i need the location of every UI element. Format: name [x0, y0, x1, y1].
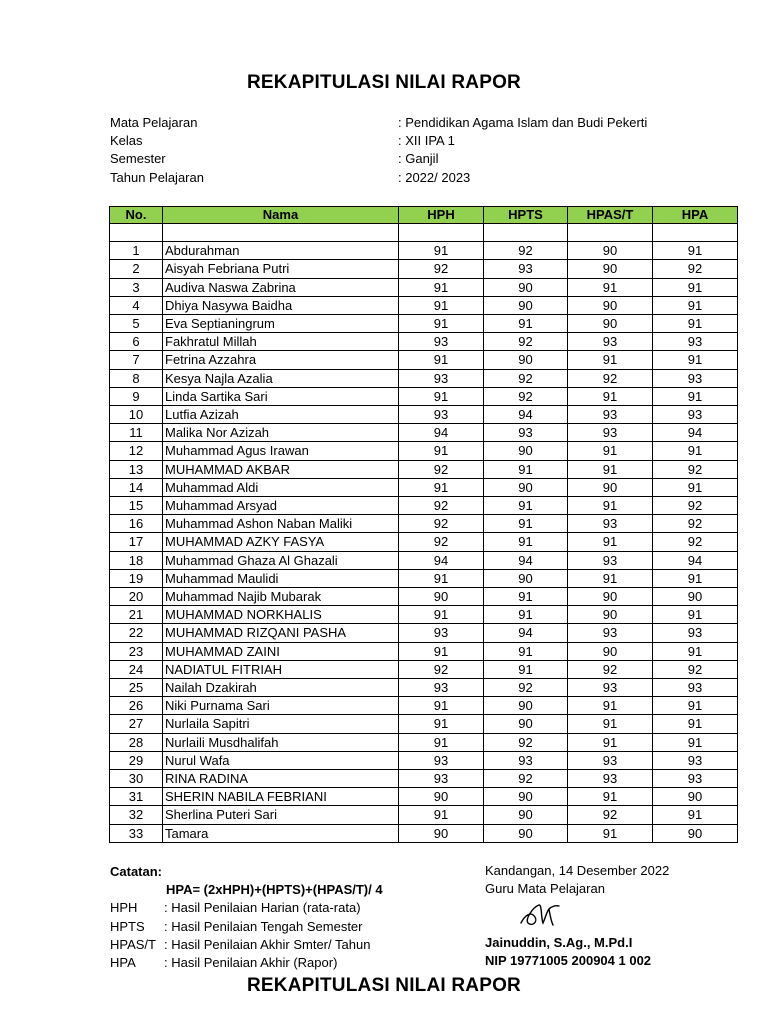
notes-desc: : Hasil Penilaian Akhir (Rapor) — [164, 954, 338, 970]
empty-cell — [110, 224, 163, 242]
cell-hpa: 90 — [653, 588, 738, 606]
grades-table — [109, 206, 738, 843]
cell-hpast: 93 — [568, 406, 653, 424]
cell-hpa: 91 — [653, 242, 738, 260]
cell-hpts: 91 — [484, 533, 568, 551]
notes-block — [110, 863, 383, 972]
notes-abbr: HPTS — [110, 918, 145, 934]
table-row — [110, 606, 738, 624]
cell-hpa: 93 — [653, 751, 738, 769]
cell-hpts: 93 — [484, 260, 568, 278]
notes-heading: Catatan: — [110, 864, 163, 879]
empty-cell — [399, 224, 484, 242]
info-row-class — [110, 132, 647, 150]
cell-nama: Nailah Dzakirah — [163, 679, 399, 697]
cell-hpa: 92 — [653, 497, 738, 515]
cell-no: 16 — [110, 515, 163, 533]
cell-hpast: 91 — [568, 824, 653, 842]
cell-hpts: 90 — [484, 442, 568, 460]
cell-no: 2 — [110, 260, 163, 278]
cell-hph: 90 — [399, 824, 484, 842]
notes-item — [110, 954, 383, 972]
notes-desc: : Hasil Penilaian Akhir Smter/ Tahun — [164, 936, 371, 952]
info-row-year — [110, 169, 647, 187]
cell-hph: 91 — [399, 733, 484, 751]
cell-no: 21 — [110, 606, 163, 624]
page-title-repeat: REKAPITULASI NILAI RAPOR — [247, 975, 521, 996]
cell-hpts: 92 — [484, 679, 568, 697]
table-row — [110, 460, 738, 478]
cell-no: 19 — [110, 569, 163, 587]
table-row — [110, 588, 738, 606]
cell-hpts: 92 — [484, 369, 568, 387]
cell-hpa: 94 — [653, 424, 738, 442]
table-row — [110, 387, 738, 405]
cell-nama: Linda Sartika Sari — [163, 387, 399, 405]
header-no: No. — [110, 207, 163, 224]
cell-hpts: 90 — [484, 278, 568, 296]
cell-no: 29 — [110, 751, 163, 769]
cell-hpast: 92 — [568, 806, 653, 824]
cell-hph: 90 — [399, 588, 484, 606]
notes-abbr: HPH — [110, 900, 138, 916]
cell-nama: Muhammad Najib Mubarak — [163, 588, 399, 606]
cell-no: 17 — [110, 533, 163, 551]
header-hpts: HPTS — [484, 207, 568, 224]
cell-no: 26 — [110, 697, 163, 715]
table-row — [110, 442, 738, 460]
table-row — [110, 733, 738, 751]
cell-hpa: 91 — [653, 478, 738, 496]
signature-block — [485, 862, 669, 898]
cell-hpast: 90 — [568, 478, 653, 496]
cell-hph: 90 — [399, 788, 484, 806]
table-row — [110, 478, 738, 496]
cell-no: 10 — [110, 406, 163, 424]
cell-hpa: 90 — [653, 788, 738, 806]
cell-hpts: 91 — [484, 606, 568, 624]
cell-hpast: 91 — [568, 387, 653, 405]
header-hph: HPH — [399, 207, 484, 224]
cell-hpa: 94 — [653, 551, 738, 569]
cell-hph: 92 — [399, 260, 484, 278]
table-row — [110, 806, 738, 824]
cell-hpast: 90 — [568, 588, 653, 606]
cell-hpts: 92 — [484, 387, 568, 405]
cell-no: 31 — [110, 788, 163, 806]
cell-hpa: 91 — [653, 733, 738, 751]
cell-hpa: 91 — [653, 606, 738, 624]
cell-nama: Nurul Wafa — [163, 751, 399, 769]
cell-nama: Niki Purnama Sari — [163, 697, 399, 715]
cell-hpast: 90 — [568, 315, 653, 333]
table-row — [110, 824, 738, 842]
signer-block — [485, 934, 651, 970]
signer-role: Guru Mata Pelajaran — [485, 881, 605, 897]
cell-nama: Fakhratul Millah — [163, 333, 399, 351]
cell-hpa: 91 — [653, 806, 738, 824]
cell-hph: 91 — [399, 606, 484, 624]
notes-abbr: HPA — [110, 954, 136, 970]
info-label: Kelas — [110, 133, 143, 149]
cell-nama: MUHAMMAD RIZQANI PASHA — [163, 624, 399, 642]
cell-no: 25 — [110, 679, 163, 697]
cell-hpts: 92 — [484, 333, 568, 351]
cell-no: 23 — [110, 642, 163, 660]
info-value: : Ganjil — [398, 151, 439, 167]
cell-no: 6 — [110, 333, 163, 351]
cell-no: 33 — [110, 824, 163, 842]
info-value: : 2022/ 2023 — [398, 169, 471, 185]
cell-hpts: 91 — [484, 460, 568, 478]
table-row — [110, 424, 738, 442]
cell-hpa: 91 — [653, 715, 738, 733]
cell-hph: 91 — [399, 569, 484, 587]
cell-nama: Aisyah Febriana Putri — [163, 260, 399, 278]
table-row — [110, 697, 738, 715]
table-row — [110, 333, 738, 351]
cell-hpts: 90 — [484, 478, 568, 496]
table-row — [110, 533, 738, 551]
table-header-row — [110, 207, 738, 224]
cell-hpast: 92 — [568, 660, 653, 678]
cell-no: 14 — [110, 478, 163, 496]
cell-hpa: 90 — [653, 824, 738, 842]
info-row-subject — [110, 114, 647, 132]
cell-hpa: 91 — [653, 351, 738, 369]
cell-nama: NADIATUL FITRIAH — [163, 660, 399, 678]
cell-nama: MUHAMMAD ZAINI — [163, 642, 399, 660]
cell-no: 22 — [110, 624, 163, 642]
cell-hpast: 93 — [568, 770, 653, 788]
cell-hpa: 93 — [653, 770, 738, 788]
cell-no: 4 — [110, 296, 163, 314]
cell-hph: 91 — [399, 715, 484, 733]
cell-no: 28 — [110, 733, 163, 751]
cell-no: 7 — [110, 351, 163, 369]
cell-nama: Nurlaila Sapitri — [163, 715, 399, 733]
cell-hpa: 93 — [653, 624, 738, 642]
table-row — [110, 551, 738, 569]
cell-hpa: 91 — [653, 697, 738, 715]
cell-hpast: 90 — [568, 296, 653, 314]
cell-nama: Nurlaili Musdhalifah — [163, 733, 399, 751]
info-value: : Pendidikan Agama Islam dan Budi Pekerti — [398, 115, 648, 130]
cell-nama: Tamara — [163, 824, 399, 842]
cell-hpa: 93 — [653, 679, 738, 697]
cell-no: 20 — [110, 588, 163, 606]
cell-hpts: 94 — [484, 406, 568, 424]
cell-hpts: 94 — [484, 551, 568, 569]
table-row — [110, 770, 738, 788]
cell-hpast: 91 — [568, 697, 653, 715]
cell-hpast: 91 — [568, 569, 653, 587]
cell-hph: 93 — [399, 333, 484, 351]
cell-hpast: 92 — [568, 369, 653, 387]
cell-no: 30 — [110, 770, 163, 788]
empty-cell — [484, 224, 568, 242]
table-row — [110, 624, 738, 642]
cell-nama: RINA RADINA — [163, 770, 399, 788]
table-row — [110, 315, 738, 333]
cell-hpast: 93 — [568, 515, 653, 533]
cell-hph: 91 — [399, 315, 484, 333]
cell-hpts: 90 — [484, 351, 568, 369]
cell-hpts: 90 — [484, 296, 568, 314]
cell-hpast: 91 — [568, 788, 653, 806]
table-row — [110, 242, 738, 260]
table-row — [110, 660, 738, 678]
cell-hpa: 91 — [653, 296, 738, 314]
notes-abbr: HPAS/T — [110, 936, 156, 952]
cell-no: 18 — [110, 551, 163, 569]
cell-no: 15 — [110, 497, 163, 515]
cell-hpts: 91 — [484, 660, 568, 678]
cell-hpts: 92 — [484, 733, 568, 751]
cell-nama: Sherlina Puteri Sari — [163, 806, 399, 824]
header-nama: Nama — [163, 207, 399, 224]
cell-hpast: 90 — [568, 606, 653, 624]
cell-hph: 91 — [399, 387, 484, 405]
cell-hpts: 91 — [484, 497, 568, 515]
cell-hph: 92 — [399, 660, 484, 678]
cell-hpa: 93 — [653, 406, 738, 424]
info-value: : XII IPA 1 — [398, 133, 455, 149]
cell-hpast: 91 — [568, 351, 653, 369]
cell-hph: 93 — [399, 679, 484, 697]
cell-hpa: 92 — [653, 533, 738, 551]
cell-hph: 91 — [399, 442, 484, 460]
cell-hpts: 91 — [484, 315, 568, 333]
cell-hpast: 91 — [568, 533, 653, 551]
cell-hph: 92 — [399, 497, 484, 515]
cell-hph: 91 — [399, 478, 484, 496]
cell-hpast: 91 — [568, 460, 653, 478]
notes-desc: : Hasil Penilaian Tengah Semester — [164, 918, 363, 934]
cell-nama: Muhammad Aldi — [163, 478, 399, 496]
cell-hph: 91 — [399, 296, 484, 314]
notes-item — [110, 899, 383, 917]
cell-nama: Kesya Najla Azalia — [163, 369, 399, 387]
header-hpast: HPAS/T — [568, 207, 653, 224]
cell-no: 11 — [110, 424, 163, 442]
cell-hpast: 90 — [568, 260, 653, 278]
cell-hpts: 91 — [484, 515, 568, 533]
info-row-semester — [110, 150, 647, 168]
empty-cell — [163, 224, 399, 242]
table-row — [110, 515, 738, 533]
cell-nama: Eva Septianingrum — [163, 315, 399, 333]
cell-nama: MUHAMMAD AKBAR — [163, 460, 399, 478]
cell-hpast: 93 — [568, 751, 653, 769]
cell-hpts: 91 — [484, 642, 568, 660]
cell-nama: Fetrina Azzahra — [163, 351, 399, 369]
cell-hph: 92 — [399, 515, 484, 533]
cell-hpast: 93 — [568, 333, 653, 351]
table-row — [110, 406, 738, 424]
cell-hph: 92 — [399, 460, 484, 478]
table-row — [110, 497, 738, 515]
cell-hph: 91 — [399, 806, 484, 824]
cell-hpts: 94 — [484, 624, 568, 642]
cell-hph: 94 — [399, 551, 484, 569]
cell-no: 24 — [110, 660, 163, 678]
cell-nama: Muhammad Ashon Naban Maliki — [163, 515, 399, 533]
cell-hph: 93 — [399, 624, 484, 642]
notes-desc: : Hasil Penilaian Harian (rata-rata) — [164, 900, 361, 916]
table-row — [110, 260, 738, 278]
cell-hpast: 91 — [568, 442, 653, 460]
table-row — [110, 642, 738, 660]
cell-hph: 93 — [399, 770, 484, 788]
cell-hpts: 90 — [484, 715, 568, 733]
cell-no: 9 — [110, 387, 163, 405]
cell-hph: 91 — [399, 697, 484, 715]
cell-hpast: 91 — [568, 715, 653, 733]
cell-hpast: 90 — [568, 242, 653, 260]
cell-hpa: 92 — [653, 460, 738, 478]
table-row — [110, 569, 738, 587]
table-row — [110, 715, 738, 733]
cell-hpast: 91 — [568, 497, 653, 515]
table-spacer-row — [110, 224, 738, 242]
cell-no: 5 — [110, 315, 163, 333]
cell-hpts: 93 — [484, 751, 568, 769]
cell-hpast: 93 — [568, 424, 653, 442]
cell-hpa: 91 — [653, 278, 738, 296]
cell-hpa: 91 — [653, 569, 738, 587]
cell-hpts: 90 — [484, 697, 568, 715]
cell-no: 8 — [110, 369, 163, 387]
cell-nama: MUHAMMAD AZKY FASYA — [163, 533, 399, 551]
cell-hpa: 91 — [653, 442, 738, 460]
notes-item — [110, 918, 383, 936]
cell-no: 27 — [110, 715, 163, 733]
cell-hpts: 93 — [484, 424, 568, 442]
cell-hpa: 92 — [653, 660, 738, 678]
cell-hpts: 90 — [484, 569, 568, 587]
cell-hpa: 91 — [653, 387, 738, 405]
cell-hph: 93 — [399, 751, 484, 769]
cell-nama: Audiva Naswa Zabrina — [163, 278, 399, 296]
table-row — [110, 278, 738, 296]
cell-hph: 91 — [399, 642, 484, 660]
cell-no: 13 — [110, 460, 163, 478]
cell-hpts: 90 — [484, 824, 568, 842]
cell-hpast: 90 — [568, 642, 653, 660]
cell-nama: Lutfia Azizah — [163, 406, 399, 424]
cell-nama: Abdurahman — [163, 242, 399, 260]
cell-nama: Muhammad Arsyad — [163, 497, 399, 515]
cell-hph: 93 — [399, 369, 484, 387]
table-row — [110, 296, 738, 314]
cell-hpast: 93 — [568, 551, 653, 569]
cell-hpa: 92 — [653, 260, 738, 278]
table-row — [110, 679, 738, 697]
cell-hpts: 92 — [484, 242, 568, 260]
signer-name: Jainuddin, S.Ag., M.Pd.I — [485, 935, 633, 950]
signer-nip: NIP 19771005 200904 1 002 — [485, 953, 652, 969]
info-label: Semester — [110, 151, 166, 167]
info-block — [110, 114, 647, 187]
cell-hpast: 93 — [568, 679, 653, 697]
cell-hph: 92 — [399, 533, 484, 551]
cell-hpa: 93 — [653, 333, 738, 351]
table-row — [110, 351, 738, 369]
cell-hpast: 91 — [568, 733, 653, 751]
place-date: Kandangan, 14 Desember 2022 — [485, 863, 670, 878]
notes-formula: HPA= (2xHPH)+(HPTS)+(HPAS/T)/ 4 — [166, 882, 383, 898]
empty-cell — [653, 224, 738, 242]
cell-no: 12 — [110, 442, 163, 460]
header-hpa: HPA — [653, 207, 738, 224]
cell-hph: 91 — [399, 242, 484, 260]
info-label: Mata Pelajaran — [110, 115, 198, 130]
cell-hpa: 92 — [653, 515, 738, 533]
cell-no: 3 — [110, 278, 163, 296]
cell-nama: MUHAMMAD NORKHALIS — [163, 606, 399, 624]
cell-hpa: 93 — [653, 369, 738, 387]
cell-nama: Malika Nor Azizah — [163, 424, 399, 442]
table-row — [110, 369, 738, 387]
cell-hph: 94 — [399, 424, 484, 442]
info-label: Tahun Pelajaran — [110, 169, 204, 185]
cell-hpa: 91 — [653, 315, 738, 333]
cell-no: 1 — [110, 242, 163, 260]
table-row — [110, 788, 738, 806]
cell-nama: Muhammad Agus Irawan — [163, 442, 399, 460]
cell-nama: Muhammad Maulidi — [163, 569, 399, 587]
cell-nama: SHERIN NABILA FEBRIANI — [163, 788, 399, 806]
cell-no: 32 — [110, 806, 163, 824]
cell-hpts: 90 — [484, 806, 568, 824]
cell-hpast: 91 — [568, 278, 653, 296]
cell-nama: Muhammad Ghaza Al Ghazali — [163, 551, 399, 569]
empty-cell — [568, 224, 653, 242]
cell-hpts: 92 — [484, 770, 568, 788]
handwritten-signature — [515, 897, 571, 933]
page-title: REKAPITULASI NILAI RAPOR — [247, 72, 521, 93]
notes-item — [110, 936, 383, 954]
cell-hph: 91 — [399, 278, 484, 296]
cell-hph: 91 — [399, 351, 484, 369]
cell-hph: 93 — [399, 406, 484, 424]
table-row — [110, 751, 738, 769]
cell-hpa: 91 — [653, 642, 738, 660]
cell-hpts: 90 — [484, 788, 568, 806]
cell-hpast: 93 — [568, 624, 653, 642]
cell-hpts: 91 — [484, 588, 568, 606]
cell-nama: Dhiya Nasywa Baidha — [163, 296, 399, 314]
